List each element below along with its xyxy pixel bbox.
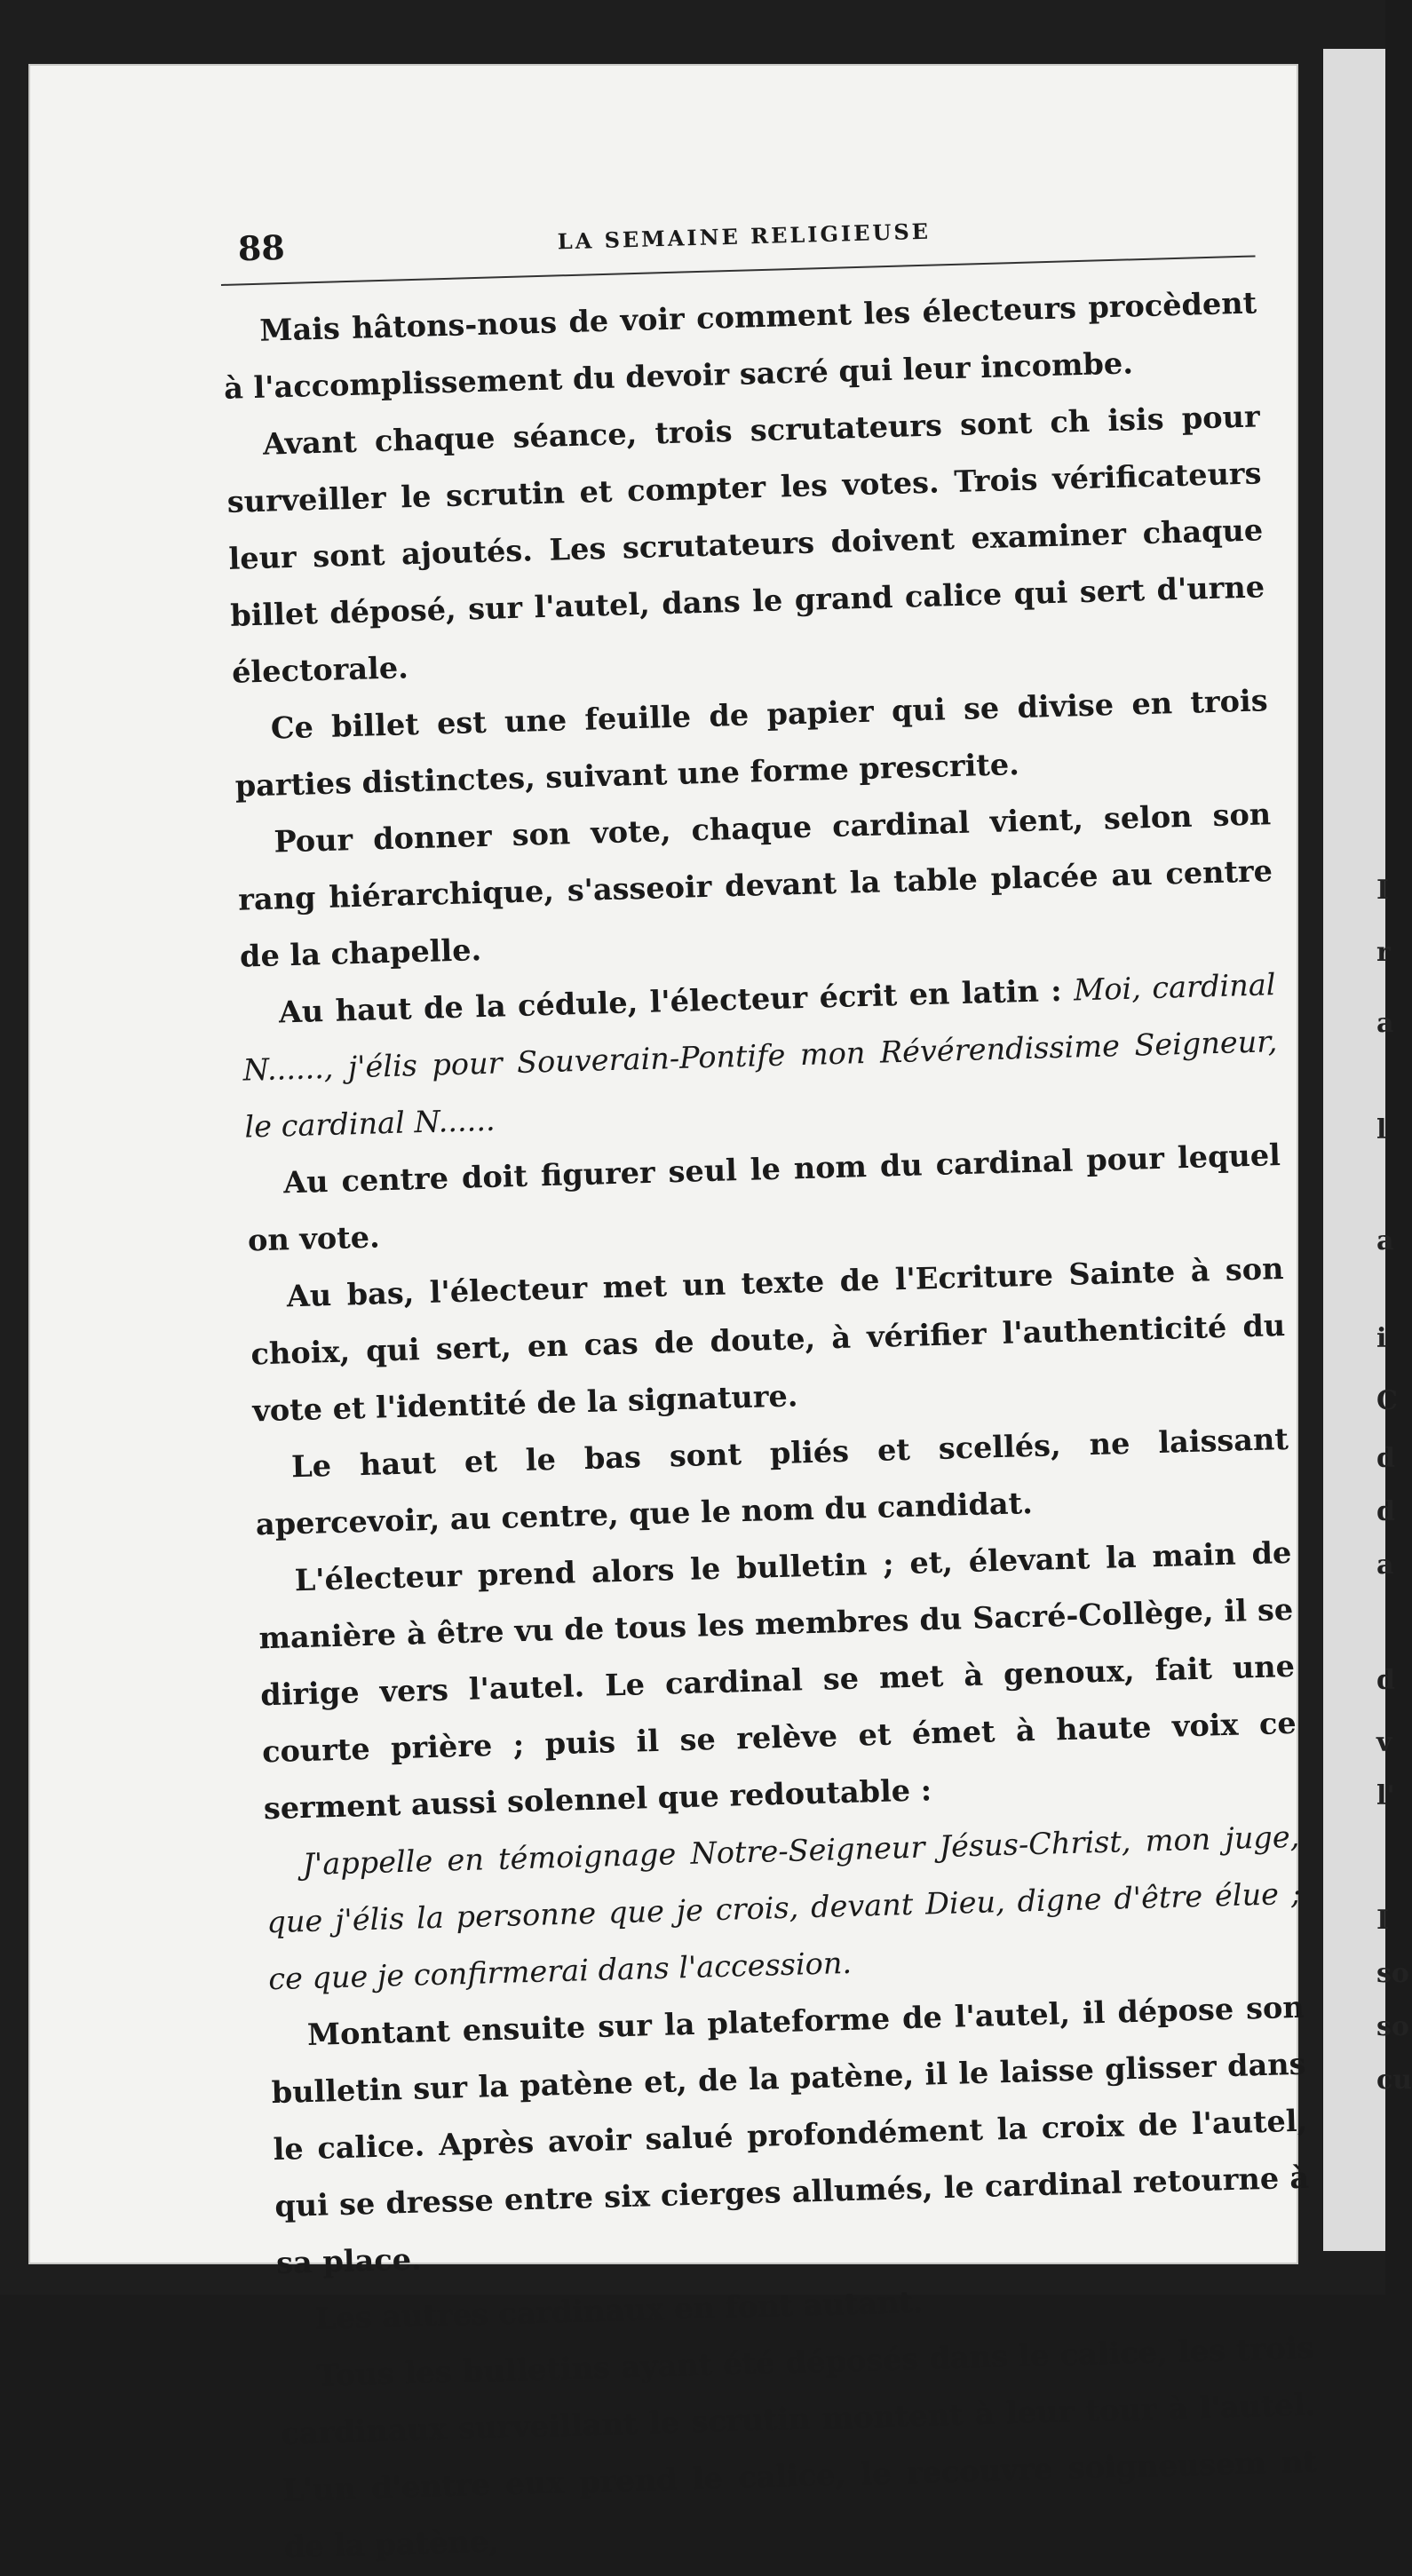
- page-header: [219, 193, 1256, 286]
- adjacent-fragment: so: [1376, 2011, 1409, 2042]
- paragraph: Au centre doit figurer seul le nom du cardinal pour lequel on vote.: [247, 1137, 1281, 1258]
- paragraph: Les autres cardinaux en font autant.: [314, 2284, 924, 2336]
- body-text: [222, 274, 1320, 2576]
- page-number: 88: [237, 226, 286, 269]
- book-page: [28, 64, 1318, 2564]
- paragraph: Montant ensuite sur la plateforme de l'autel, il dépose son bulletin sur la patène et, de la patène, il le laisse glisser dans le calice. Après avoir salué profondément la croix de l'autel, qui se dresse entre six cierges allumés, le cardinal retourne à sa place.: [271, 1989, 1310, 2281]
- latin-lead-text: Au haut de la cédule, l'électeur écrit en latin :: [278, 972, 1075, 1030]
- latin-formula-paragraph: [241, 956, 1280, 1155]
- adjacent-fragment: l': [1376, 1780, 1395, 1811]
- oath-text: J'appelle en témoignage Notre-Seigneur Jésus-Christ, mon juge, que j'élis la personne que je crois, devant Dieu, digne d'être élue ; ce que je confirmerai dans l'accession.: [266, 1819, 1302, 1997]
- adjacent-fragment: cu: [1376, 2065, 1412, 2096]
- adjacent-fragment: l: [1376, 1114, 1387, 1145]
- adjacent-fragment: i: [1376, 1323, 1387, 1354]
- paragraph: Au bas, l'électeur met un texte de l'Ecriture Sainte à son choix, qui sert, en cas de doute, à vérifier l'authenticité du vote et l'identité de la signature.: [250, 1251, 1286, 1429]
- adjacent-page-edge: [1323, 49, 1412, 2251]
- adjacent-fragment: r: [1376, 937, 1391, 968]
- latin-formula: Moi, cardinal N......, j'élis pour Souverain-Pontife mon Révérendissime Seigneur, le cardinal N......: [242, 967, 1278, 1145]
- paragraph: L'électeur prend alors le bulletin ; et, élevant la main de manière à être vu de tous les membres du Sacré-Collège, il se dirige vers l'autel. Le cardinal se met à genoux, fait une courte prière ; puis il se relève et émet à haute voix ce serment aussi solennel que redoutable :: [258, 1534, 1297, 1827]
- adjacent-fragment: d: [1376, 1443, 1395, 1474]
- paragraph: Tous les bulletins ayant été déposés dans le calice, les trois cardinaux surveillant le scrutin montent à leur tour à l'autel. L'un d'entre eux prend le calice, le recouvre soigneusem nt de la patène,: [281, 2330, 1318, 2564]
- adjacent-fragment: d: [1376, 1496, 1395, 1527]
- adjacent-fragment: d: [1376, 1665, 1395, 1696]
- paragraph: Mais hâtons-nous de voir comment les électeurs procèdent à l'accomplissement du devoir sacré qui leur incombe.: [223, 285, 1257, 406]
- paragraph: Avant chaque séance, trois scrutateurs sont ch isis pour surveiller le scrutin et compter les votes. Trois vérificateurs leur sont ajoutés. Les scrutateurs doivent examiner chaque billet déposé, sur l'autel, dans le grand calice qui sert d'urne électorale.: [226, 399, 1265, 690]
- adjacent-fragment: I: [1376, 875, 1390, 906]
- paragraph: Pour donner son vote, chaque cardinal vient, selon son rang hiérarchique, s'asseoir devant la table placée au centre de la chapelle.: [237, 797, 1273, 974]
- adjacent-fragment: v: [1376, 1727, 1392, 1758]
- adjacent-fragment: C: [1376, 1385, 1398, 1416]
- adjacent-fragment: a: [1376, 1225, 1394, 1256]
- page-content: [219, 193, 1320, 2575]
- adjacent-fragment: a: [1376, 1008, 1394, 1039]
- running-head: LA SEMAINE RELIGIEUSE: [557, 218, 932, 255]
- paragraph: Ce billet est une feuille de papier qui se divise en trois parties distinctes, suivant une forme prescrite.: [234, 683, 1269, 804]
- adjacent-fragment: a: [1376, 1550, 1394, 1581]
- adjacent-fragment: I: [1376, 1905, 1390, 1936]
- paragraph: Le haut et le bas sont pliés et scellés, ne laissant apercevoir, au centre, que le nom du candidat.: [255, 1421, 1289, 1542]
- adjacent-fragment: so: [1376, 1958, 1409, 1989]
